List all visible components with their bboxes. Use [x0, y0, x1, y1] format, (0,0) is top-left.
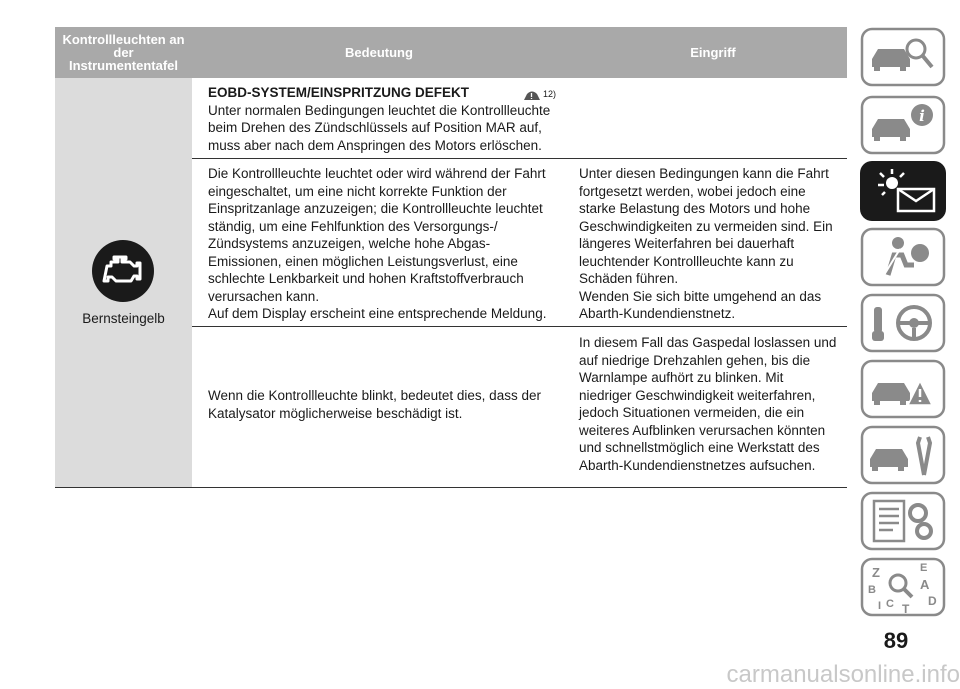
page-number: 89: [883, 628, 909, 653]
text-line: Wenden Sie sich bitte umgehend an das: [579, 288, 822, 304]
warning-lights-icon: [858, 161, 948, 221]
text-line: und schnellstmöglich eine Werkstatt des: [579, 440, 820, 455]
note-reference: 12): [543, 89, 557, 99]
row-divider: [192, 158, 847, 159]
text-line: Auf dem Display erscheint eine entsprechende Meldung.: [208, 306, 547, 321]
row-1-action: [523, 87, 556, 101]
text-line: verursachen kann.: [208, 288, 320, 304]
tab-technical-data[interactable]: [858, 491, 948, 551]
text-line: eingeschaltet, um eine nicht korrekte Funktion der: [208, 183, 507, 199]
car-emergency-icon: [858, 359, 948, 419]
lamp-cell: [55, 78, 192, 488]
airbag-safety-icon: [858, 227, 948, 287]
text-line: Abarth-Kundendienstnetz.: [579, 306, 736, 321]
text-line: Zündsystems anzuzeigen, welche hohe Abgas-: [208, 236, 491, 251]
index-letter: I: [878, 600, 882, 612]
row-divider: [192, 326, 847, 327]
text-line: niedriger Geschwindigkeit weiterfahren,: [579, 387, 816, 403]
caution-note-icon: [523, 87, 541, 101]
text-line: Emissionen, einen möglichen Leistungsverlust, eine: [208, 253, 518, 269]
table-header: [55, 27, 847, 78]
index-letter: C: [886, 598, 894, 610]
text-line: ständig, um eine Fehlfunktion des Versorgungs-/: [208, 218, 498, 234]
text-line: auf niedrige Drehzahlen gehen, bis die: [579, 352, 811, 368]
index-letter: A: [920, 577, 930, 592]
text-line: beim Drehen des Zündschlüssels auf Position MAR auf,: [208, 120, 542, 135]
index-letter: Z: [872, 565, 880, 580]
text-line: längeres Weiterfahren bei dauerhaft: [579, 236, 795, 251]
index-letter: T: [902, 602, 910, 616]
row-3-meaning: [208, 387, 541, 422]
text-line: Schäden führen.: [579, 271, 679, 286]
text-line: Katalysator möglicherweise beschädigt ist.: [208, 405, 463, 421]
car-maintenance-icon: [858, 425, 948, 485]
text-line: jedoch Situationen vermeiden, die ein: [579, 405, 805, 420]
header-meaning: Bedeutung: [345, 45, 413, 60]
index-letter: E: [920, 562, 928, 574]
index-letter: B: [868, 584, 876, 596]
text-line: fortgesetzt werden, wobei jedoch eine: [579, 183, 806, 199]
text-line: Warnlampe aufhört zu blinken. Mit: [579, 370, 784, 385]
text-line: starke Belastung des Motors und hohe: [579, 201, 811, 216]
tab-car-info[interactable]: [858, 95, 948, 155]
header-action: Eingriff: [690, 45, 736, 60]
row-1-title: EOBD-SYSTEM/EINSPRITZUNG DEFEKT: [208, 85, 470, 100]
text-line: Die Kontrollleuchte leuchtet oder wird während der Fahrt: [208, 166, 546, 181]
text-line: schlechte Lenkbarkeit und hohen Kraftstoffverbrauch: [208, 271, 524, 286]
lamp-color-label: Bernsteingelb: [82, 311, 165, 326]
tab-car-maintenance[interactable]: [858, 425, 948, 485]
text-line: Unter normalen Bedingungen leuchtet die Kontrollleuchte: [208, 102, 551, 118]
alphabetical-index-icon: [858, 557, 948, 617]
text-line: weiteres Aufblinken verursachen könnten: [579, 422, 826, 438]
text-line: muss aber nach dem Anspringen des Motors erlöschen.: [208, 137, 542, 153]
text-line: Geschwindigkeiten zu vermeiden sind. Ein: [579, 218, 833, 234]
text-line: In diesem Fall das Gaspedal loslassen und: [579, 335, 837, 350]
tab-warning-lights[interactable]: [858, 161, 948, 221]
tab-alphabetical-index[interactable]: [858, 557, 948, 617]
text-line: Wenn die Kontrollleuchte blinkt, bedeutet dies, dass der: [208, 388, 541, 403]
header-lamp-text: Kontrollleuchten an der Instrumententafel: [62, 32, 185, 73]
watermark: carmanualsonline.info: [726, 661, 960, 688]
engine-check-icon: [92, 240, 154, 302]
row-3-action: [579, 334, 836, 474]
key-steering-icon: [858, 293, 948, 353]
technical-data-icon: [858, 491, 948, 551]
svg-text:i: i: [919, 107, 925, 125]
tab-key-steering[interactable]: [858, 293, 948, 353]
text-line: leuchtender Kontrollleuchte kann zu: [579, 253, 794, 269]
tab-car-emergency[interactable]: [858, 359, 948, 419]
index-letter: D: [928, 594, 937, 608]
tab-airbag-safety[interactable]: [858, 227, 948, 287]
row-1-meaning: [208, 84, 550, 154]
text-line: Einspritzanlage anzuzeigen; die Kontrollleuchte leuchtet: [208, 201, 543, 216]
row-2-meaning: [208, 165, 546, 323]
car-info-icon: [858, 95, 948, 155]
header-lamp: [55, 27, 192, 78]
text-line: Unter diesen Bedingungen kann die Fahrt: [579, 166, 829, 181]
tab-car-search[interactable]: [858, 27, 948, 87]
text-line: Abarth-Kundendienstnetzes aufsuchen.: [579, 457, 816, 473]
car-search-icon: [858, 27, 948, 87]
row-2-action: [579, 165, 833, 323]
table-bottom-line: [55, 487, 847, 488]
